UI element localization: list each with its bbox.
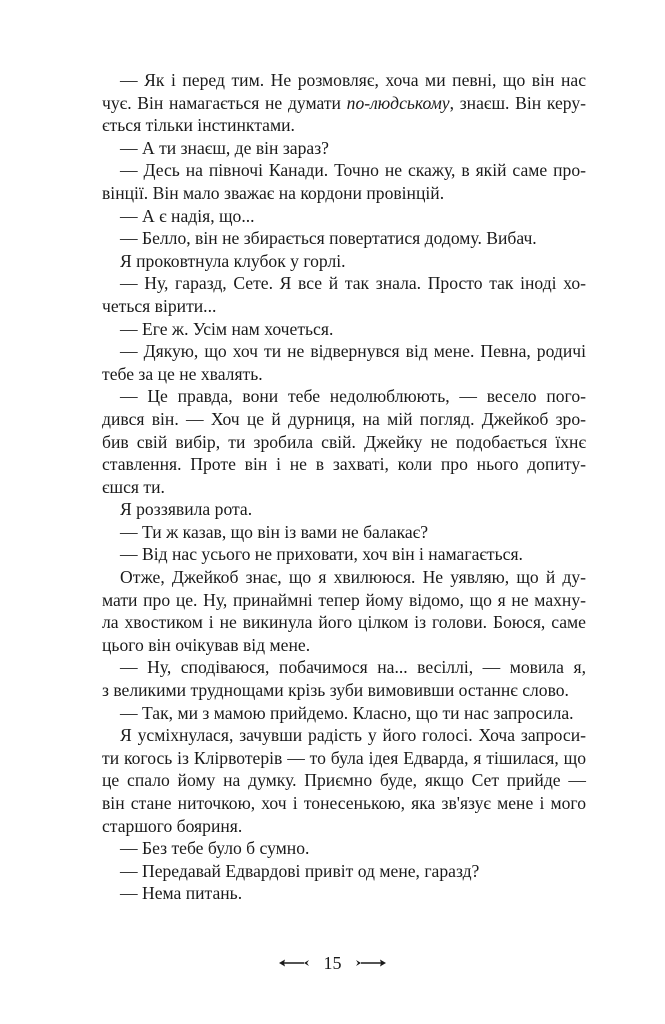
text-line: тебе за це не хвалять.: [102, 363, 263, 384]
text-line: — А є надія, що...: [120, 205, 255, 226]
text-line: дився він. — Хоч це й дурниця, на мій погляд. Джейкоб зро-: [102, 408, 586, 429]
text-line: це спало йому на думку. Приємно буде, якщо Сет прийде —: [102, 770, 586, 791]
text-line: цього він очікував від мене.: [102, 634, 311, 655]
page-number: 15: [323, 952, 342, 973]
text-line: — Еге ж. Усім нам хочеться.: [120, 318, 334, 339]
page-body: [102, 69, 586, 905]
right-arrow-ornament-icon: [354, 958, 388, 968]
text-line: старшого бояриня.: [102, 815, 243, 836]
text-line: — Як і перед тим. Не розмовляє, хоча ми певні, що він нас: [120, 70, 586, 90]
left-arrow-ornament-icon: [277, 958, 311, 968]
text-line: Отже, Джейкоб знає, що я хвилююся. Не уявляю, що й ду-: [120, 567, 586, 588]
text-line: з великими труднощами крізь зуби вимовивши останнє слово.: [102, 680, 569, 701]
text-line: вінції. Він мало зважає на кордони провінцій.: [102, 182, 445, 203]
text-line: бив свій вибір, ти зробила свій. Джейку не подобається їхнє: [102, 431, 586, 452]
text-line: — Так, ми з мамою прийдемо. Класно, що ти нас запросила.: [120, 702, 574, 723]
text-line: — Без тебе було б сумно.: [120, 838, 310, 859]
text-line: він стане ниточкою, хоч і тонесенькою, яка зв'язує мене і мого: [102, 793, 586, 813]
text-line: — Від нас усього не приховати, хоч він і намагається.: [120, 544, 523, 565]
text-line: — Десь на півночі Канади. Точно не скажу, в якій саме про-: [120, 160, 586, 181]
text-line: Я роззявила рота.: [120, 499, 253, 520]
text-line: — Ну, гаразд, Сете. Я все й так знала. Просто так іноді хо-: [120, 273, 586, 294]
text-line: ставлення. Проте він і не в захваті, коли про нього допиту-: [102, 454, 586, 475]
text-line: [102, 92, 586, 115]
text-line: — Ти ж казав, що він із вами не балакає?: [120, 521, 429, 542]
italic-word: по-людському: [346, 92, 450, 113]
text-segment: , знаєш. Він керу-: [449, 92, 586, 113]
text-line: — Дякую, що хоч ти не відвернувся від мене. Певна, родичі: [120, 341, 586, 362]
text-line: Я проковтнула клубок у горлі.: [120, 250, 346, 271]
text-segment: чує. Він намагається не думати: [102, 92, 347, 113]
text-line: — А ти знаєш, де він зараз?: [120, 137, 329, 158]
text-line: — Нема питань.: [120, 883, 243, 904]
text-line: — Ну, сподіваюся, побачимося на... весіллі, — мовила я,: [120, 657, 586, 678]
text-line: — Це правда, вони тебе недолюблюють, — весело пого-: [120, 386, 586, 407]
text-line: четься вірити...: [102, 295, 217, 316]
text-line: ється тільки інстинктами.: [102, 115, 295, 136]
text-line: — Белло, він не збирається повертатися додому. Вибач.: [120, 228, 537, 249]
page-footer: [0, 950, 665, 974]
text-line: — Передавай Едвардові привіт од мене, гаразд?: [120, 860, 480, 881]
text-line: ти когось із Клірвотерів — то була ідея Едварда, я тішилася, що: [102, 747, 586, 768]
text-line: Я усміхнулася, зачувши радість у його голосі. Хоча запроси-: [120, 725, 586, 746]
text-line: єшся ти.: [102, 476, 165, 497]
text-line: мати про це. Ну, принаймні тепер йому відомо, що я не махну-: [102, 589, 586, 610]
text-line: ла хвостиком і не викинула його цілком із голови. Боюся, саме: [102, 612, 586, 633]
